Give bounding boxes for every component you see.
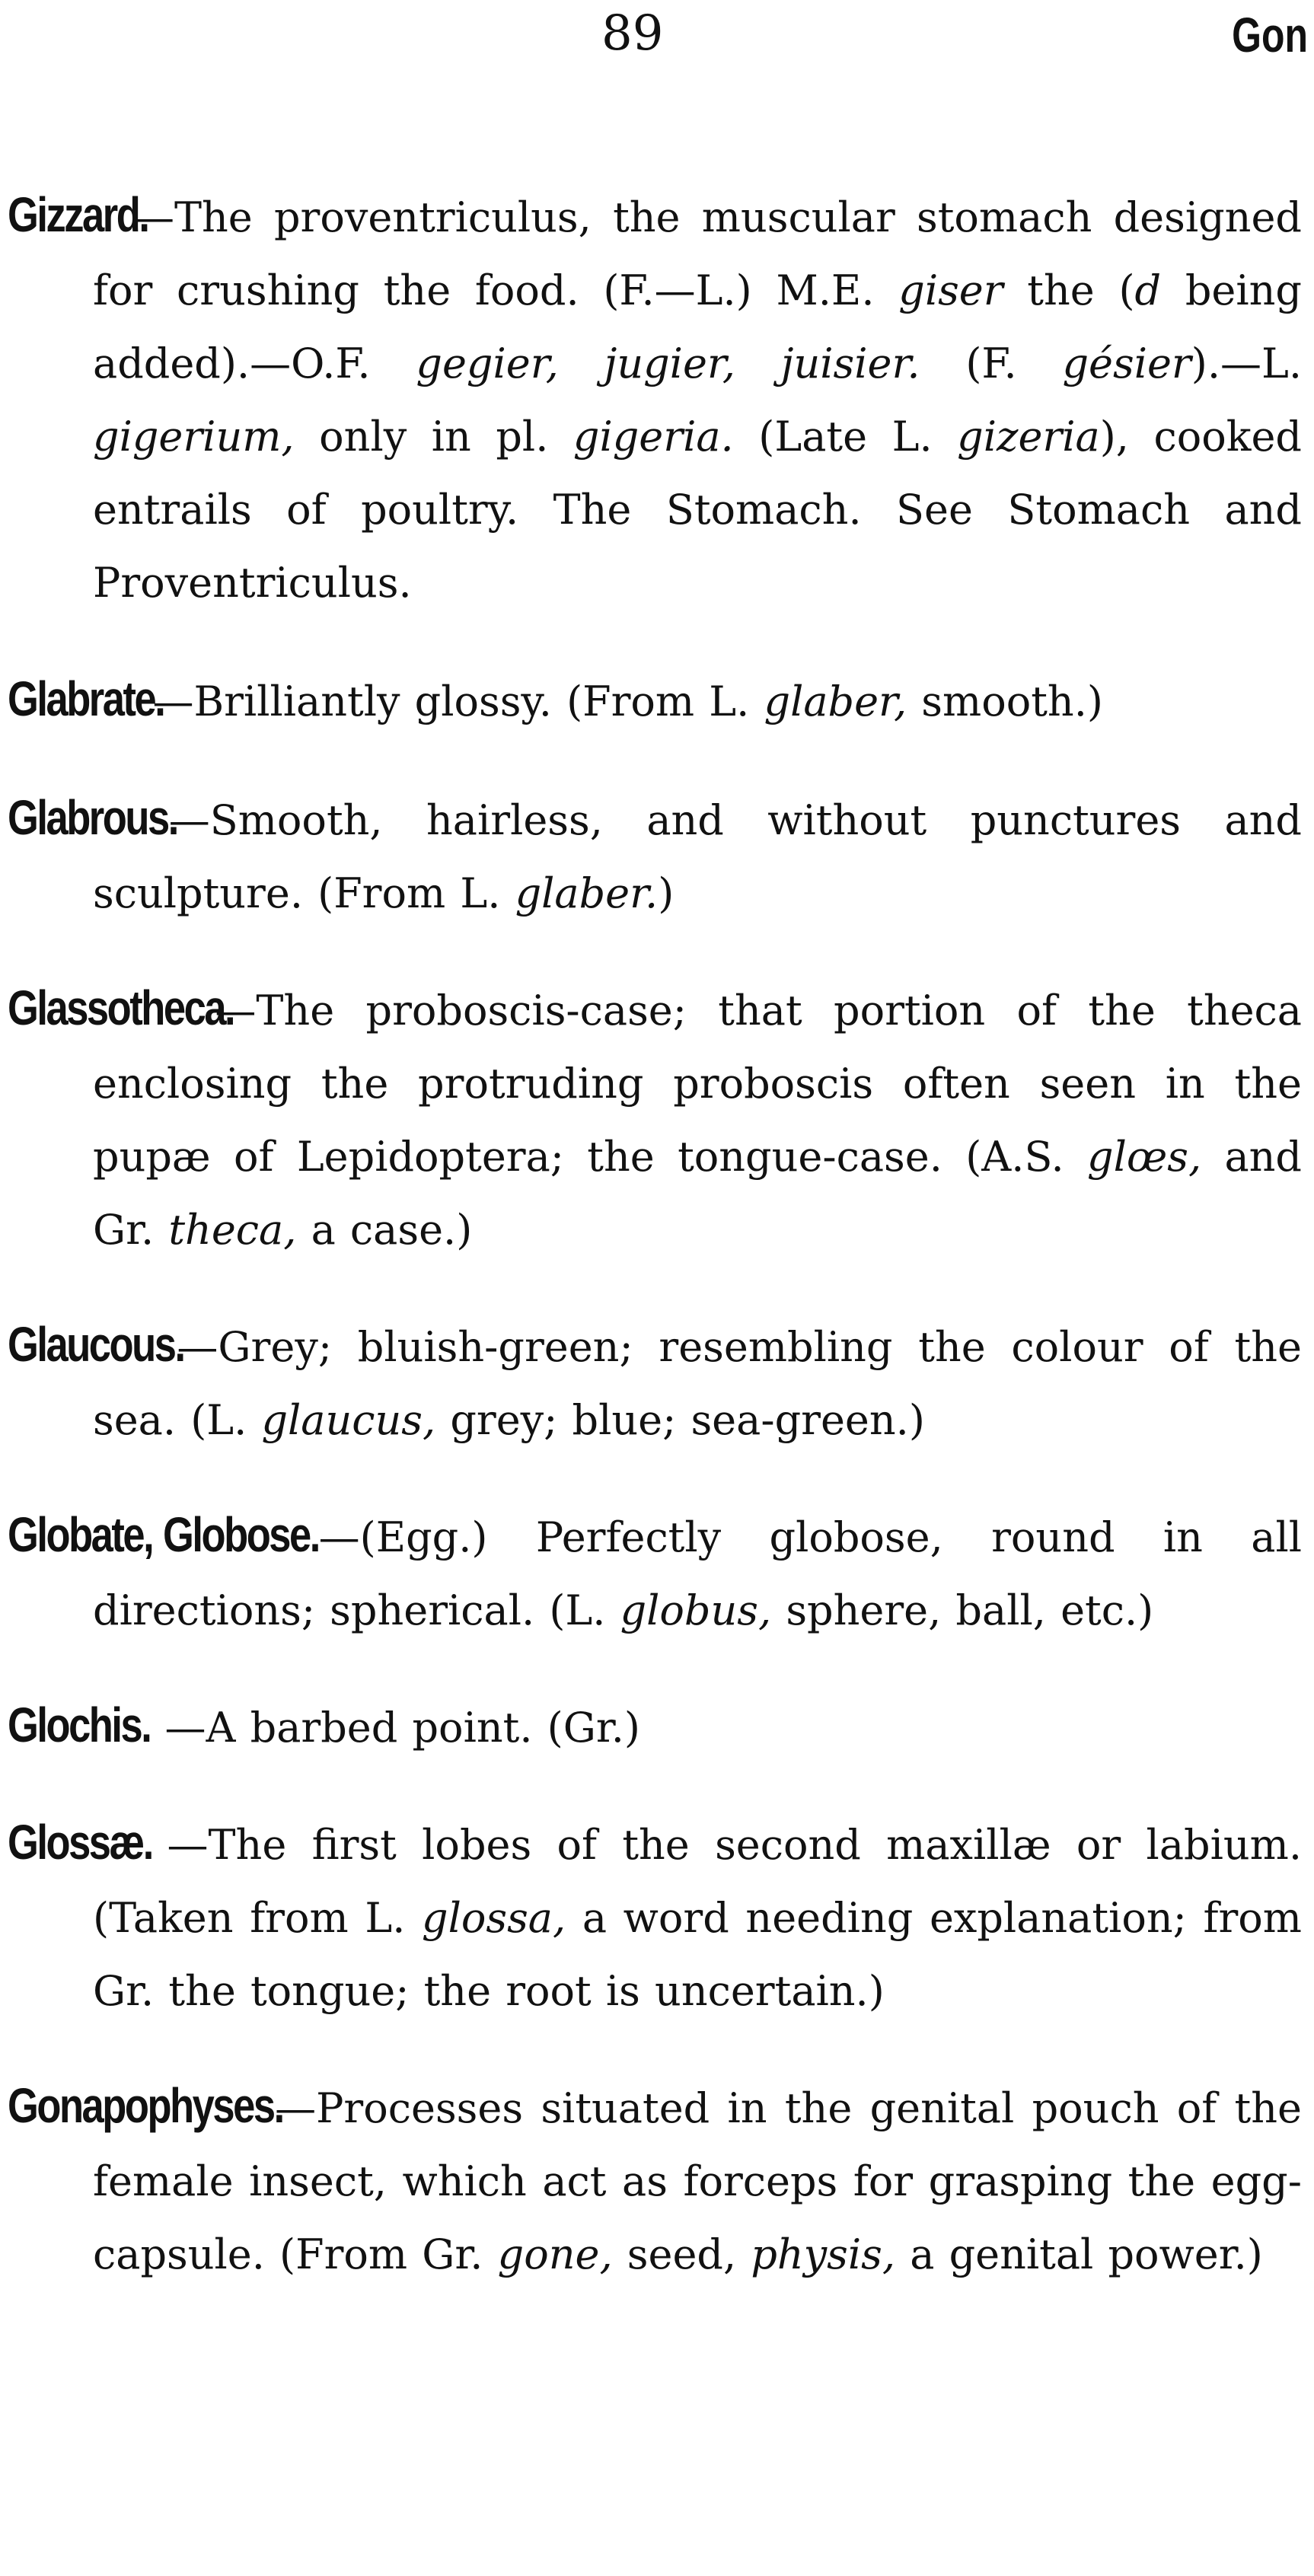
italic-term: gésier	[1062, 340, 1191, 387]
definition-text: —Grey; bluish-green; resembling the colour of the sea. (L.	[93, 1323, 1302, 1444]
entry-definition	[93, 193, 1302, 607]
definition-text: —The first lobes of the second maxillæ or labium. (Taken from L.	[93, 1821, 1302, 1942]
entry-glabrate	[8, 662, 1302, 738]
definition-text: ).—L.	[1191, 340, 1303, 387]
entry-term: Globate, Globose.	[8, 1507, 319, 1562]
definition-text: and Gr.	[93, 1133, 1302, 1254]
definition-text: —Smooth, hairless, and without punctures and sculpture. (From L.	[93, 796, 1302, 917]
entry-glossae	[8, 1806, 1302, 2028]
entry-glaucous	[8, 1308, 1302, 1457]
entry-term: Gonapophyses.	[8, 2078, 283, 2133]
page-header	[0, 0, 1314, 91]
italic-term: glœs,	[1087, 1133, 1202, 1181]
italic-term: glaber.	[515, 869, 659, 917]
entry-term: Gizzard.	[8, 187, 148, 242]
entry-term: Glochis.	[8, 1698, 151, 1752]
definition-text: (F.	[920, 340, 1063, 387]
entry-term: Glossæ.	[8, 1815, 152, 1870]
entry-definition	[165, 1704, 640, 1752]
entry-definition	[93, 987, 1302, 1254]
entry-term: Glaucous.	[8, 1317, 184, 1372]
entry-gizzard	[8, 178, 1302, 620]
entry-term: Glabrate.	[8, 671, 164, 726]
definition-text: a word needing explanation; from Gr. the tongue; the root is uncertain.)	[93, 1894, 1302, 2015]
entry-list	[8, 137, 1302, 2319]
definition-text: the (	[1003, 266, 1135, 314]
definition-text: —A barbed point. (Gr.)	[164, 1704, 640, 1752]
italic-term: glossa,	[422, 1894, 566, 1942]
definition-text: —Processes situated in the genital pouch of the female insect, which act as forceps for grasping the egg-capsule. (From Gr.	[93, 2084, 1302, 2278]
definition-text: —The proventriculus, the muscular stomach designed for crushing the food. (F.—L.) M.E.	[93, 193, 1302, 314]
entry-glochis	[8, 1688, 1302, 1765]
entry-globate-globose	[8, 1498, 1302, 1647]
running-head: Gon	[1232, 8, 1308, 62]
italic-term: globus,	[620, 1586, 772, 1634]
entry-glabrous	[8, 781, 1302, 930]
entry-definition	[93, 1323, 1302, 1444]
entry-definition	[93, 1821, 1302, 2015]
entry-term: Glabrous.	[8, 790, 177, 845]
definition-text: being added).—O.F.	[93, 266, 1302, 387]
italic-term: d	[1134, 266, 1162, 314]
definition-text: seed,	[612, 2230, 751, 2278]
italic-term: glaucus,	[261, 1396, 436, 1444]
italic-term: gegier, jugier, juisier.	[416, 340, 920, 387]
italic-term: gizeria	[957, 413, 1100, 461]
definition-text: —The proboscis-case; that portion of the theca enclosing the protruding proboscis often seen in the pupæ of Lepidoptera; the tongue-case. (A.S.	[93, 987, 1302, 1181]
italic-term: glaber,	[764, 677, 907, 725]
definition-text: (Late L.	[733, 413, 958, 461]
definition-text: a case.)	[296, 1206, 473, 1254]
definition-text: —(Egg.) Perfectly globose, round in all directions; spherical. (L.	[93, 1513, 1302, 1634]
italic-term: giser	[898, 266, 1003, 314]
entry-term: Glassotheca.	[8, 980, 234, 1035]
definition-text: ), cooked entrails of poultry. The Stomach. See Stomach and Proventriculus.	[93, 413, 1302, 607]
entry-glassotheca	[8, 971, 1302, 1267]
italic-term: gone,	[497, 2230, 613, 2278]
entry-definition	[93, 796, 1302, 917]
italic-term: theca,	[168, 1206, 297, 1254]
entry-definition	[152, 677, 1103, 725]
italic-term: gigerium,	[93, 413, 295, 461]
definition-text: )	[658, 869, 675, 917]
definition-text: grey; blue; sea-green.)	[435, 1396, 925, 1444]
italic-term: physis,	[751, 2230, 896, 2278]
entry-gonapophyses	[8, 2069, 1302, 2291]
definition-text: sphere, ball, etc.)	[771, 1586, 1154, 1634]
definition-text: a genital power.)	[895, 2230, 1263, 2278]
definition-text: smooth.)	[907, 677, 1103, 725]
definition-text: —Brilliantly glossy. (From L.	[152, 677, 764, 725]
definition-text: only in pl.	[294, 413, 573, 461]
italic-term: gigeria.	[572, 413, 734, 461]
page-number: 89	[601, 5, 664, 62]
